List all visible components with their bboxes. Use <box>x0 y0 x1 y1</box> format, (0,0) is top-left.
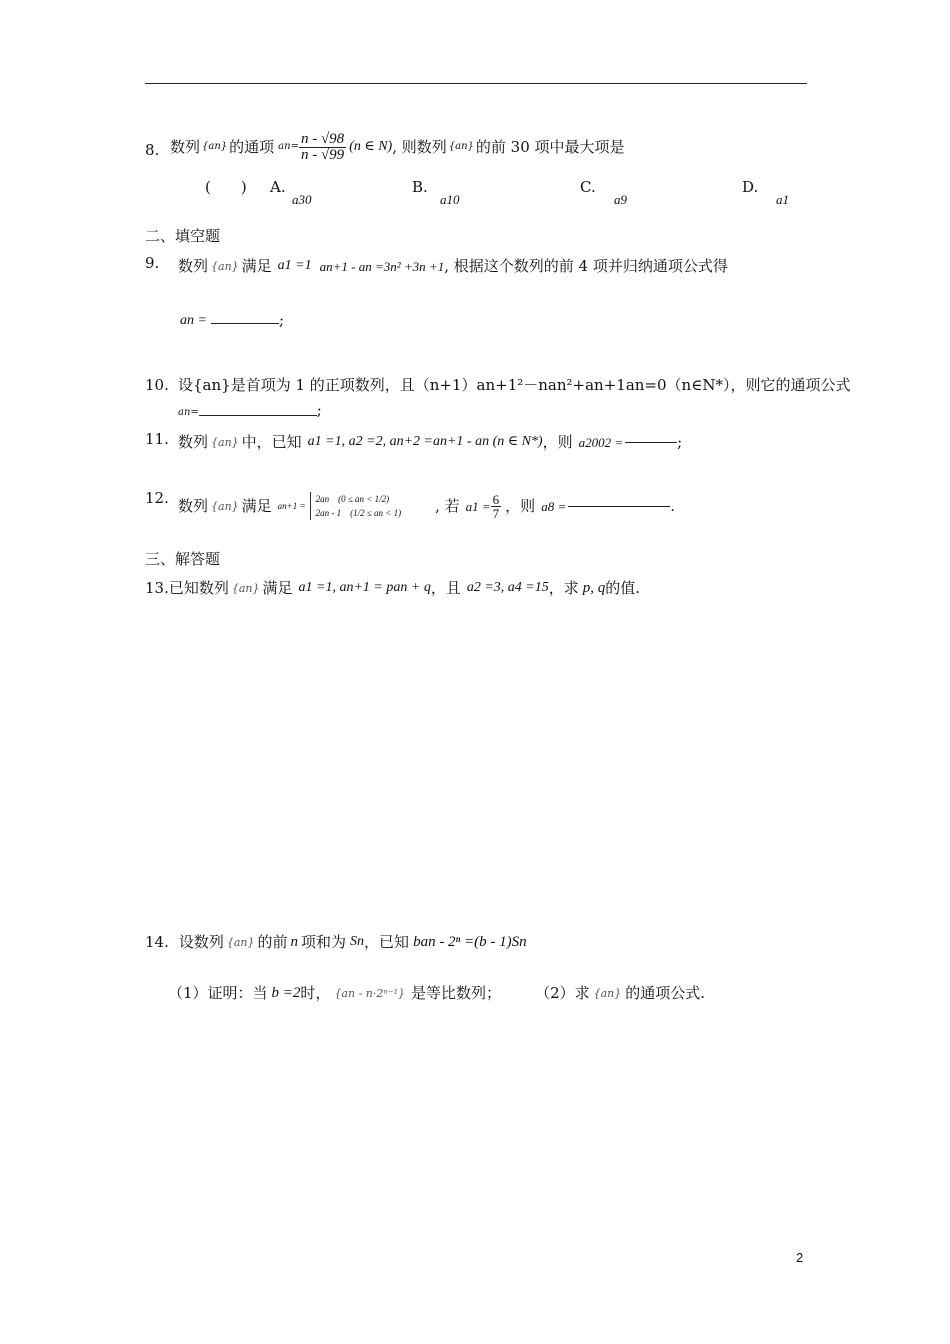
q12-lhs: an+1 = <box>277 500 306 511</box>
q8-seq-2: {an} <box>448 141 474 152</box>
q8-frac-denominator: n - √99 <box>300 146 345 163</box>
q14-parts <box>168 978 705 1008</box>
q8-option-a-value: a30 <box>292 192 312 207</box>
header-rule <box>145 83 807 84</box>
q8-text-3: , 则数列 <box>392 137 447 156</box>
q10-end: ; <box>316 401 322 419</box>
q14-n: n <box>290 933 299 950</box>
q8-condition: (n ∈ N) <box>349 139 393 154</box>
q8-frac-numerator: n - √98 <box>300 130 345 147</box>
q8-seq: {an} <box>202 141 228 152</box>
q13-text-4: ，求 <box>548 578 579 597</box>
q12-a1-numerator: 6 <box>492 491 500 507</box>
q10-text: 设{an}是首项为 1 的正项数列，且（n+1）an+1²－nan²+an+1an=0（n∈N*），则它的通项公式 <box>178 376 851 394</box>
q14-part2-text: （2）求 <box>535 983 590 1002</box>
q12-text-1: 数列 <box>178 496 209 515</box>
q9-semicolon: ; <box>278 311 285 329</box>
q9-cond-2: an+1 - an =3n² +3n +1 <box>319 258 445 274</box>
q13-line <box>145 573 640 603</box>
q10-answer-blank[interactable] <box>199 415 317 416</box>
q8-text-4: 的前 30 项中最大项是 <box>475 137 625 156</box>
q12-text-2: 满足 <box>241 496 272 515</box>
q11-target: a2002 = <box>578 434 624 450</box>
q11-condition: a1 =1, a2 =2, an+2 =an+1 - an (n ∈ N*) <box>307 434 543 449</box>
q8-option-c-value: a9 <box>614 192 627 207</box>
q13-number: 13. <box>145 578 169 597</box>
q12-text-3: , 若 <box>435 496 460 515</box>
q9-seq: {an} <box>211 259 239 273</box>
q8-text-2: 的通项 <box>229 137 275 156</box>
q14-part1-text-2: 时， <box>300 983 331 1002</box>
q12-a1-fraction <box>491 493 502 520</box>
q10-answer-lhs: an= <box>178 407 199 418</box>
q9-answer-blank[interactable] <box>211 323 279 324</box>
q8-option-d-value: a1 <box>776 192 789 207</box>
q13-condition: a1 =1, an+1 = pan + q <box>298 580 431 595</box>
q11-number: 11. <box>145 430 169 448</box>
q8-paren: ( ) <box>205 178 247 196</box>
q9-answer-lhs: an = <box>180 313 207 328</box>
q14-line <box>145 927 527 957</box>
q11-text-2: 中，已知 <box>241 432 302 451</box>
q12-case-2: 2an - 1 (1/2 ≤ an < 1) <box>315 508 402 518</box>
q11-line <box>178 428 682 456</box>
q13-condition-2: a2 =3, a4 =15 <box>466 580 549 595</box>
q8-line <box>170 125 625 169</box>
q11-seq: {an} <box>211 435 239 449</box>
q12-target: a8 = <box>541 498 567 514</box>
q14-number: 14. <box>145 932 169 951</box>
q13-vars: p, q <box>582 579 606 596</box>
page-number: 2 <box>796 1250 804 1265</box>
q8-option-d-label: D. <box>742 178 759 196</box>
q12-answer-blank[interactable] <box>568 506 670 507</box>
q8-option-b-value: a10 <box>440 192 460 207</box>
q14-seq-3: {an} <box>593 986 622 1000</box>
q9-number: 9. <box>145 254 160 272</box>
q14-seq-2: {an - n·2ⁿ⁻¹} <box>334 986 406 1000</box>
q14-text-4: ，已知 <box>364 932 410 951</box>
q13-text-5: 的值. <box>605 578 641 597</box>
q12-period: . <box>670 496 675 515</box>
q14-text-3: 项和为 <box>301 932 347 951</box>
q12-text-4: ，则 <box>505 496 536 515</box>
q11-text-3: ，则 <box>542 432 573 451</box>
q8-text-1: 数列 <box>170 137 201 156</box>
q9-answer <box>180 313 284 328</box>
section-2-heading: 二、填空题 <box>145 227 221 245</box>
q14-text-1: 设数列 <box>178 932 224 951</box>
q14-part1-text: （1）证明：当 <box>168 983 268 1002</box>
q14-sn: Sn <box>350 934 365 949</box>
q12-line <box>178 484 675 528</box>
q9-text-2: 满足 <box>241 256 272 275</box>
q8-fraction <box>299 132 346 163</box>
q13-text-3: ，且 <box>430 578 461 597</box>
section-3-heading: 三、解答题 <box>145 550 221 568</box>
q10-number: 10. <box>145 376 169 394</box>
q14-b-eq: b =2 <box>271 984 301 1001</box>
q11-semicolon: ; <box>677 432 683 451</box>
q9-text-3: , 根据这个数列的前 4 项并归纳通项公式得 <box>444 256 728 275</box>
q8-option-c-label: C. <box>580 178 596 196</box>
q12-case-1: 2an (0 ≤ an < 1/2) <box>315 493 390 504</box>
q14-part1-text-3: 是等比数列； <box>411 983 502 1002</box>
q14-text-2: 的前 <box>257 932 288 951</box>
q9-line <box>178 252 728 280</box>
q13-text-2: 满足 <box>262 578 293 597</box>
q10-answer <box>178 403 322 418</box>
q8-number: 8. <box>145 141 160 159</box>
q9-text-1: 数列 <box>178 256 209 275</box>
q14-seq: {an} <box>226 935 255 949</box>
q12-cases <box>310 492 402 521</box>
q14-equation: ban - 2ⁿ =(b - 1)Sn <box>413 933 527 950</box>
q11-answer-blank[interactable] <box>625 442 677 443</box>
q12-seq: {an} <box>211 499 239 513</box>
q8-lhs: an= <box>278 141 299 152</box>
q13-text-1: 已知数列 <box>168 578 229 597</box>
q12-a1: a1 = <box>465 498 491 514</box>
q9-cond-1: a1 =1 <box>277 258 312 273</box>
q12-number: 12. <box>145 489 169 507</box>
q14-part2-text-2: 的通项公式. <box>625 983 706 1002</box>
q11-text-1: 数列 <box>178 432 209 451</box>
q13-seq: {an} <box>231 581 260 595</box>
q8-option-a-label: A. <box>270 178 286 196</box>
q12-a1-denominator: 7 <box>492 505 500 521</box>
q8-option-b-label: B. <box>412 178 428 196</box>
